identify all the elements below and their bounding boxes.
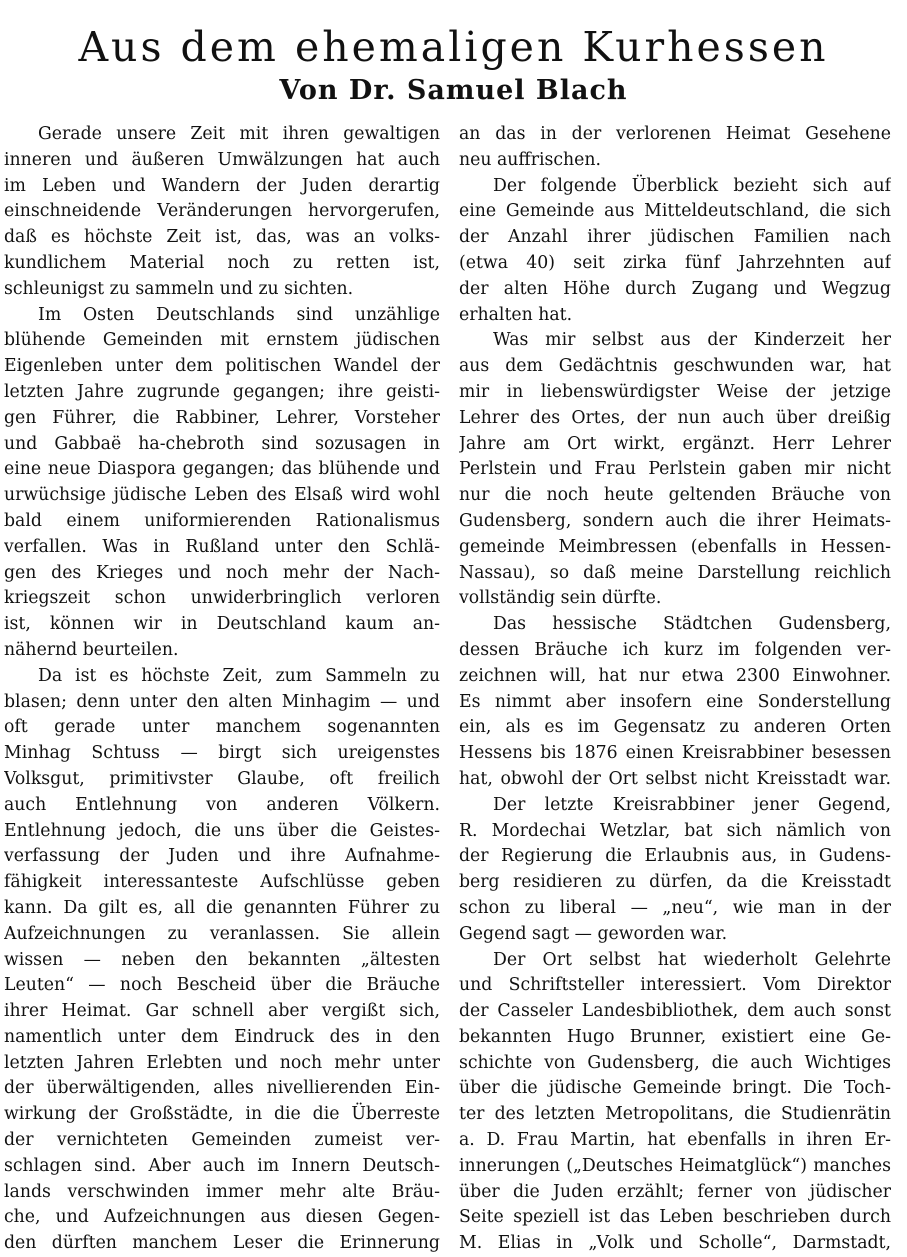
- text-line: ein, als es im Gegensatz zu anderen Orten: [459, 717, 891, 738]
- text-line: wissen — neben den bekannten „ältesten: [4, 949, 440, 970]
- text-line: nur die noch heute geltenden Bräuche von: [459, 485, 891, 506]
- text-line: namentlich unter dem Eindruck des in den: [4, 1026, 440, 1047]
- text-line: blasen; denn unter den alten Minhagim — und: [4, 691, 440, 712]
- text-line: Im Osten Deutschlands sind unzählige: [38, 304, 440, 325]
- text-line: letzten Jahren Erlebten und noch mehr unter: [4, 1052, 440, 1073]
- text-line: Gerade unsere Zeit mit ihren gewaltigen: [38, 124, 440, 144]
- text-line: verfallen. Was in Rußland unter den Schlä-: [4, 536, 440, 557]
- text-line: Es nimmt aber insofern eine Sonderstellung: [459, 691, 891, 712]
- text-line: Eigenleben unter dem politischen Wandel der: [4, 356, 440, 377]
- text-line: vollständig sein dürfte.: [459, 588, 662, 609]
- text-line: Seite speziell ist das Leben beschrieben durch: [459, 1207, 891, 1228]
- text-line: berg residieren zu dürfen, da die Kreisstadt: [459, 872, 891, 893]
- text-line: der Casseler Landesbibliothek, dem auch sonst: [459, 1001, 891, 1022]
- text-line: R. Mordechai Wetzlar, bat sich nämlich von: [459, 820, 891, 841]
- text-line: Jahre am Ort wirkt, ergänzt. Herr Lehrer: [459, 433, 891, 454]
- text-line: Volksgut, primitivster Glaube, oft freilich: [4, 768, 440, 789]
- text-line: auch Entlehnung von anderen Völkern.: [4, 794, 440, 815]
- text-line: der alten Höhe durch Zugang und Wegzug: [459, 278, 891, 299]
- text-line: über die jüdische Gemeinde bringt. Die Toch-: [459, 1078, 891, 1099]
- text-line: erhalten hat.: [459, 304, 573, 325]
- text-line: neu auffrischen.: [459, 149, 602, 170]
- text-line: wirkung der Großstädte, in die die Überreste: [4, 1104, 440, 1125]
- text-line: gen des Krieges und noch mehr der Nach-: [4, 562, 440, 583]
- text-line: schichte von Gudensberg, die auch Wichtiges: [459, 1052, 891, 1073]
- text-line: inneren und äußeren Umwälzungen hat auch: [4, 149, 440, 170]
- text-line: und Gabbaë ha-chebroth sind sozusagen in: [4, 433, 440, 454]
- text-line: Das hessische Städtchen Gudensberg,: [493, 614, 891, 635]
- text-line: lands verschwinden immer mehr alte Bräu-: [4, 1181, 440, 1202]
- text-line: an das in der verlorenen Heimat Gesehene: [459, 124, 891, 144]
- left-text-column: [4, 122, 440, 1257]
- text-line: hat, obwohl der Ort selbst nicht Kreisstadt war.: [459, 768, 891, 789]
- text-line: dessen Bräuche ich kurz im folgenden ver-: [459, 639, 891, 660]
- text-line: kundlichem Material noch zu retten ist,: [4, 252, 440, 273]
- text-line: gemeinde Meimbressen (ebenfalls in Hessen-: [459, 536, 891, 557]
- article-title: Aus dem ehemaligen Kurhessen: [78, 23, 829, 71]
- text-line: der überwältigenden, alles nivellierenden Ein-: [4, 1078, 440, 1099]
- text-line: Der letzte Kreisrabbiner jener Gegend,: [493, 794, 891, 815]
- text-line: Gudensberg, sondern auch die ihrer Heimats-: [459, 510, 891, 531]
- text-line: innerungen („Deutsches Heimatglück“) manches: [459, 1155, 891, 1176]
- text-line: Was mir selbst aus der Kinderzeit her: [493, 330, 891, 351]
- right-text-column: [459, 122, 891, 1257]
- text-line: Der Ort selbst hat wiederholt Gelehrte: [493, 949, 891, 970]
- text-line: Nassau), so daß meine Darstellung reichlich: [459, 562, 891, 583]
- text-line: letzten Jahre zugrunde gegangen; ihre geisti-: [4, 381, 440, 402]
- text-line: ter des letzten Metropolitans, die Studienrätin: [459, 1104, 891, 1125]
- text-line: ihrer Heimat. Gar schnell aber vergißt sich,: [4, 1001, 440, 1022]
- text-line: fähigkeit interessanteste Aufschlüsse geben: [4, 872, 440, 893]
- text-line: und Schriftsteller interessiert. Vom Direktor: [459, 975, 891, 996]
- text-line: kriegszeit schon unwiderbringlich verloren: [4, 588, 440, 609]
- text-line: bekannten Hugo Brunner, existiert eine Ge-: [459, 1026, 891, 1047]
- article-author: Von Dr. Samuel Blach: [279, 75, 628, 106]
- text-line: Lehrer des Ortes, der nun auch über dreißig: [459, 407, 891, 428]
- text-line: blühende Gemeinden mit ernstem jüdischen: [4, 330, 440, 351]
- text-line: kann. Da gilt es, all die genannten Führer zu: [4, 897, 440, 918]
- text-line: schlagen sind. Aber auch im Innern Deutsch-: [4, 1155, 440, 1176]
- text-line: a. D. Frau Martin, hat ebenfalls in ihren Er-: [459, 1130, 891, 1151]
- text-line: oft gerade unter manchem sogenannten: [4, 717, 440, 738]
- text-line: M. Elias in „Volk und Scholle“, Darmstadt,: [459, 1233, 891, 1254]
- text-line: Der folgende Überblick bezieht sich auf: [493, 175, 891, 196]
- text-line: einschneidende Veränderungen hervorgerufen,: [4, 201, 440, 222]
- text-line: schon zu liberal — „neu“, wie man in der: [459, 897, 891, 918]
- text-line: den dürften manchem Leser die Erinnerung: [4, 1233, 440, 1254]
- text-line: eine neue Diaspora gegangen; das blühende und: [4, 459, 440, 480]
- text-line: Entlehnung jedoch, die uns über die Geistes-: [4, 820, 440, 841]
- text-line: gen Führer, die Rabbiner, Lehrer, Vorsteher: [4, 407, 440, 428]
- text-line: Minhag Schtuss — birgt sich ureigenstes: [4, 743, 440, 764]
- text-line: zeichnen will, hat nur etwa 2300 Einwohner.: [459, 665, 891, 686]
- text-line: Perlstein und Frau Perlstein gaben mir nicht: [459, 459, 891, 480]
- text-line: Hessens bis 1876 einen Kreisrabbiner besessen: [459, 743, 891, 764]
- text-line: schleunigst zu sammeln und zu sichten.: [4, 278, 354, 299]
- text-line: nähernd beurteilen.: [4, 639, 179, 660]
- text-line: im Leben und Wandern der Juden derartig: [4, 175, 440, 196]
- text-line: bald einem uniformierenden Rationalismus: [4, 510, 440, 531]
- text-line: ist, können wir in Deutschland kaum an-: [4, 614, 440, 635]
- text-line: urwüchsige jüdische Leben des Elsaß wird wohl: [4, 485, 440, 506]
- text-line: der Regierung die Erlaubnis aus, in Gudens-: [459, 846, 891, 867]
- text-line: (etwa 40) seit zirka fünf Jahrzehnten auf: [459, 252, 891, 273]
- text-line: Aufzeichnungen zu veranlassen. Sie allein: [4, 923, 440, 944]
- text-line: aus dem Gedächtnis geschwunden war, hat: [459, 356, 891, 377]
- text-line: Leuten“ — noch Bescheid über die Bräuche: [4, 975, 440, 996]
- text-line: Da ist es höchste Zeit, zum Sammeln zu: [38, 665, 440, 686]
- text-line: über die Juden erzählt; ferner von jüdischer: [459, 1181, 891, 1202]
- text-line: daß es höchste Zeit ist, das, was an volks-: [4, 227, 440, 248]
- text-line: mir in liebenswürdigster Weise der jetzige: [459, 381, 891, 402]
- text-line: che, und Aufzeichnungen aus diesen Gegen-: [4, 1207, 440, 1228]
- text-line: verfassung der Juden und ihre Aufnahme-: [4, 846, 440, 867]
- text-line: eine Gemeinde aus Mitteldeutschland, die sich: [459, 201, 891, 222]
- text-line: der vernichteten Gemeinden zumeist ver-: [4, 1130, 440, 1151]
- text-line: der Anzahl ihrer jüdischen Familien nach: [459, 227, 891, 248]
- text-line: Gegend sagt — geworden war.: [459, 923, 728, 944]
